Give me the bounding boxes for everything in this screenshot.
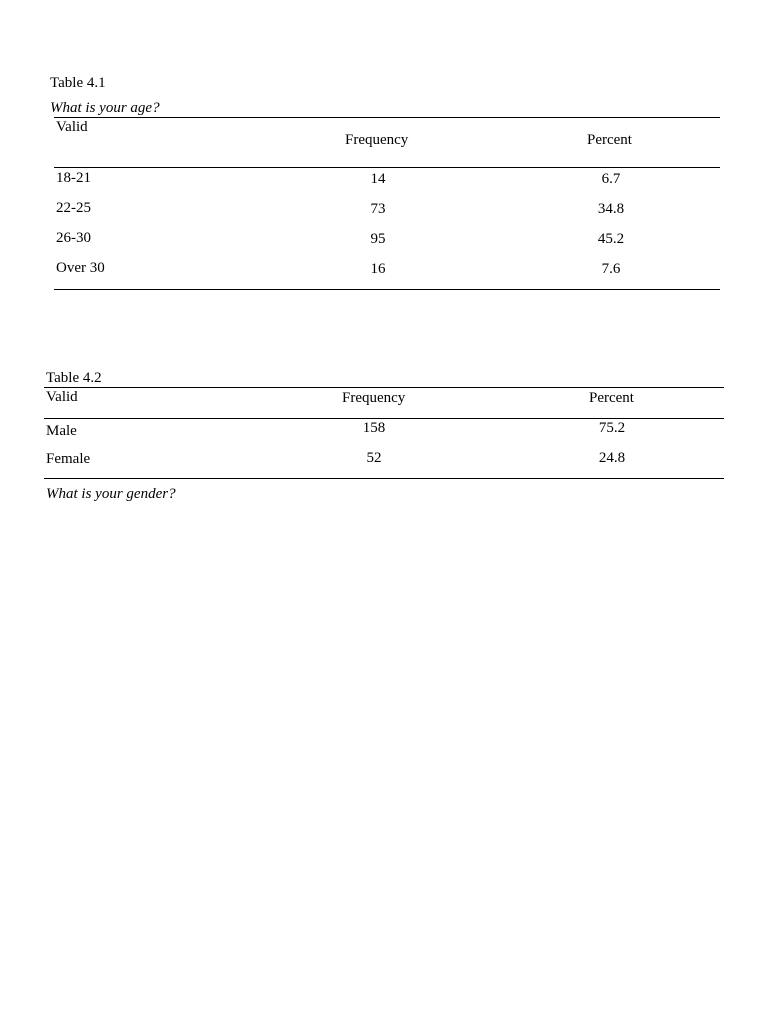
- row-frequency: 158: [362, 420, 386, 436]
- table-caption: Table 4.2: [46, 370, 102, 386]
- header-percent: Percent: [587, 132, 632, 148]
- row-label: 26-30: [56, 230, 91, 246]
- header-valid: Valid: [56, 119, 88, 135]
- top-rule: [44, 387, 724, 388]
- row-percent: 24.8: [598, 450, 626, 466]
- header-frequency: Frequency: [345, 132, 409, 148]
- top-rule: [54, 117, 720, 118]
- row-label: Over 30: [56, 260, 105, 276]
- row-label: 22-25: [56, 200, 91, 216]
- table-title: What is your gender?: [46, 486, 176, 502]
- table-caption: Table 4.1: [50, 75, 106, 91]
- row-frequency: 95: [370, 231, 386, 247]
- header-rule: [54, 167, 720, 168]
- row-label: Female: [46, 451, 91, 467]
- bottom-rule: [44, 478, 724, 479]
- header-valid: Valid: [46, 389, 78, 405]
- row-percent: 6.7: [601, 171, 621, 187]
- row-percent: 75.2: [598, 420, 626, 436]
- row-frequency: 16: [370, 261, 386, 277]
- row-label: Male: [46, 423, 77, 439]
- row-percent: 34.8: [597, 201, 625, 217]
- row-frequency: 14: [370, 171, 386, 187]
- row-label: 18-21: [56, 170, 91, 186]
- header-rule: [44, 418, 724, 419]
- header-percent: Percent: [589, 390, 634, 406]
- header-frequency: Frequency: [342, 390, 406, 406]
- row-percent: 45.2: [597, 231, 625, 247]
- row-frequency: 73: [370, 201, 386, 217]
- row-percent: 7.6: [601, 261, 621, 277]
- bottom-rule: [54, 289, 720, 290]
- table-title: What is your age?: [50, 100, 160, 116]
- row-frequency: 52: [366, 450, 382, 466]
